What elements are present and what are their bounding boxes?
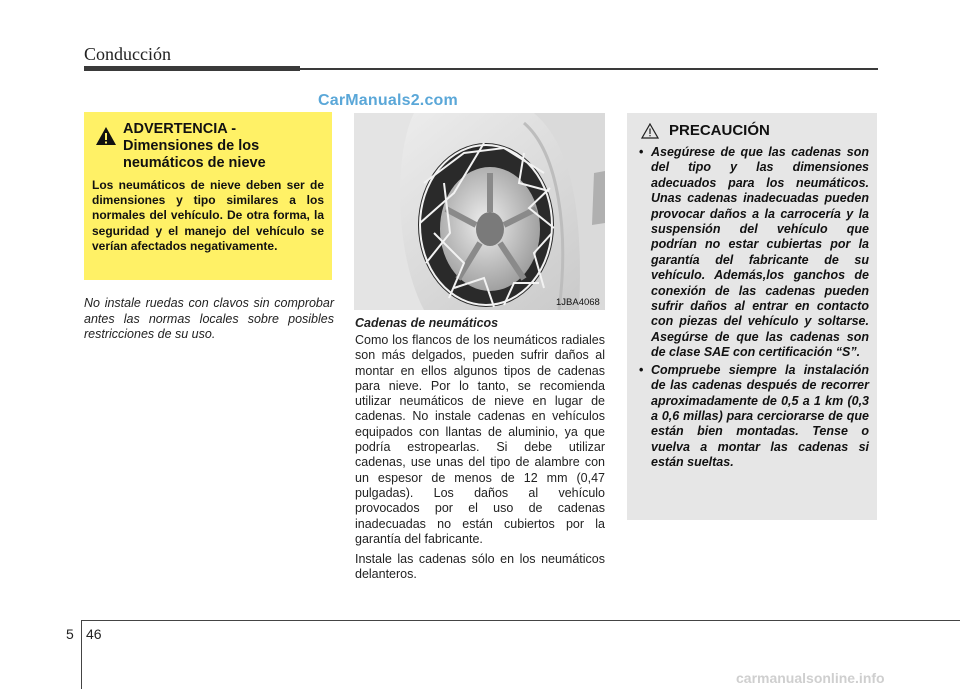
chains-paragraph-2: Instale las cadenas sólo en los neumáticos delanteros.: [355, 552, 605, 582]
chapter-number: 5: [66, 626, 74, 642]
footer-vertical-rule: [81, 620, 82, 689]
warning-body: Los neumáticos de nieve deben ser de dimensiones y tipo similares a los normales del vehículo. De otra forma, la seguridad y el manejo del vehículo se verían afectados negativamente.: [92, 178, 324, 253]
warning-title-line1: ADVERTENCIA -: [123, 121, 237, 137]
figure-code: 1JBA4068: [556, 297, 600, 308]
tire-chain-drawing: [354, 113, 605, 310]
chains-paragraph-1: Como los flancos de los neumáticos radiales son más delgados, pueden sufrir daños al montar en ellos algunos tipos de cadenas para nieve. Por lo tanto, se recomienda utilizar neumáticos de nieve en lugar de cadenas. No instale cadenas en vehículos equipados con llantas de aluminio, ya que podría estropearlas. Si debe utilizar cadenas, use unas del tipo de alambre con un espesor de menos de 12 mm (0,47 pulgadas). Los daños al vehículo provocados por el uso de cadenas inadecuadas no están cubiertos por la garantía del fabricante.: [355, 333, 605, 546]
caution-triangle-icon: [641, 123, 659, 139]
chains-body: [355, 333, 605, 588]
chains-caption: Cadenas de neumáticos: [355, 316, 499, 330]
caution-header: [641, 122, 869, 139]
studded-tires-note: No instale ruedas con clavos sin comprobar antes las normas locales sobre posibles restricciones de su uso.: [84, 296, 334, 341]
header-rule-thin: [300, 68, 878, 70]
caution-item: • Asegúrese de que las cadenas son del tipo y las dimensiones adecuados para los neumáticos. Unas cadenas inadecuadas pueden provocar daños a la carrocería y la suspensión del vehículo que podrían no estar cubiertas por la garantía del fabricante de su vehículo. Además,los ganchos de conexión de las cadenas pueden sufrir daños al entrar en contacto con piezas del vehículo y soltarse. Asegúrse de que las cadenas son de clase SAE con certificación “S”.: [639, 145, 869, 360]
caution-list: [635, 145, 869, 471]
footer-rule: [81, 620, 960, 621]
caution-box: [627, 113, 877, 520]
warning-title-line3: neumáticos de nieve: [123, 155, 266, 171]
section-title: Conducción: [84, 44, 171, 64]
bullet-icon: •: [639, 362, 644, 377]
footer-site-watermark[interactable]: carmanualsonline.info: [736, 670, 885, 686]
warning-title-line2: Dimensiones de los: [123, 138, 260, 154]
warning-header: [92, 121, 324, 172]
header-rule-thick: [84, 66, 300, 71]
watermark-link[interactable]: CarManuals2.com: [318, 92, 458, 109]
warning-box: [84, 112, 332, 280]
warning-title: [123, 121, 266, 172]
warning-triangle-icon: [95, 126, 117, 146]
tire-chain-illustration: [354, 113, 605, 310]
caution-item: • Compruebe siempre la instalación de las cadenas después de recorrer aproximadamente de 0,5 a 1 km (0,3 a 0,6 millas) para cerciorarse de que están bien montadas. Tense o vuelva a montar las cadenas si están sueltas.: [639, 362, 869, 470]
bullet-icon: •: [639, 145, 644, 159]
page-number: 46: [86, 626, 102, 642]
caution-title: PRECAUCIÓN: [669, 122, 770, 139]
